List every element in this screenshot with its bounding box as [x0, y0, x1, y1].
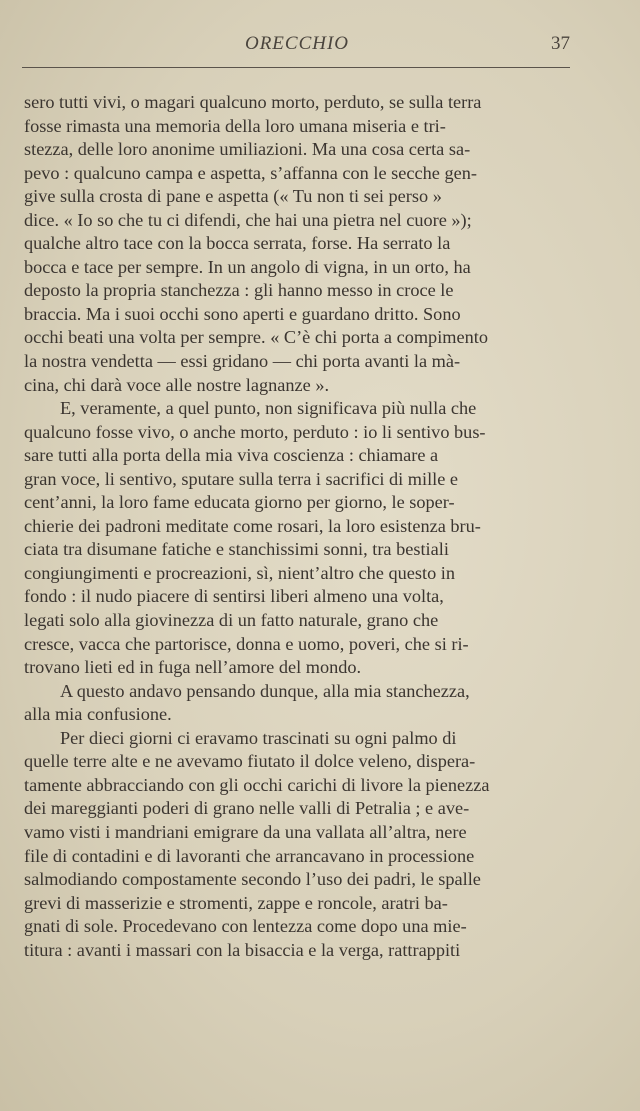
text-line: congiungimenti e procreazioni, sì, nient’altro che questo in [24, 562, 456, 583]
text-line: tamente abbracciando con gli occhi carichi di livore la pienezza [24, 774, 490, 795]
text-line: A questo andavo pensando dunque, alla mia stanchezza, [60, 680, 470, 701]
text-line: ciata tra disumane fatiche e stanchissimi sonni, tra bestiali [24, 539, 449, 560]
running-title: ORECCHIO [244, 33, 350, 54]
text-line: gnati di sole. Procedevano con lentezza come dopo una mie- [24, 916, 467, 937]
text-line: bocca e tace per sempre. In un angolo di vigna, in un orto, ha [24, 256, 471, 277]
text-line: sero tutti vivi, o magari qualcuno morto, perduto, se sulla terra [24, 92, 482, 112]
text-line: la nostra vendetta — essi gridano — chi porta avanti la mà- [24, 351, 461, 372]
text-line: quelle terre alte e ne avevamo fiutato il dolce veleno, dispera- [24, 751, 476, 772]
text-line: fosse rimasta una memoria della loro umana miseria e tri- [24, 115, 446, 136]
text-line: deposto la propria stanchezza : gli hanno messo in croce le [24, 280, 454, 301]
text-line: alla mia confusione. [24, 704, 172, 725]
header-rule [22, 67, 570, 68]
body-text [24, 91, 570, 962]
text-line: chierie dei padroni meditate come rosari, la loro esistenza bru- [24, 515, 481, 536]
text-line: vamo visti i mandriani emigrare da una vallata all’altra, nere [24, 821, 467, 842]
text-line: give sulla crosta di pane e aspetta (« Tu non ti sei perso » [24, 186, 442, 207]
paragraph [24, 727, 570, 962]
text-line: trovano lieti ed in fuga nell’amore del mondo. [24, 657, 362, 678]
text-line: qualche altro tace con la bocca serrata, forse. Ha serrato la [24, 233, 451, 254]
text-line: pevo : qualcuno campa e aspetta, s’affanna con le secche gen- [24, 162, 477, 183]
text-line: stezza, delle loro anonime umiliazioni. Ma una cosa certa sa- [24, 139, 471, 160]
page-header [24, 33, 570, 57]
text-line: gran voce, li sentivo, sputare sulla terra i sacrifici di mille e [24, 468, 459, 489]
text-line: cresce, vacca che partorisce, donna e uomo, poveri, che si ri- [24, 633, 469, 654]
text-line: grevi di masserizie e stromenti, zappe e roncole, aratri ba- [24, 892, 448, 913]
text-line: occhi beati una volta per sempre. « C’è chi porta a compimento [24, 327, 488, 348]
text-line: titura : avanti i massari con la bisaccia e la verga, rattrappiti [24, 939, 461, 960]
text-line: cent’anni, la loro fame educata giorno per giorno, le soper- [24, 492, 455, 513]
paragraph [24, 680, 570, 727]
paragraph [24, 397, 570, 680]
text-line: fondo : il nudo piacere di sentirsi liberi almeno una volta, [24, 586, 444, 607]
text-line: Per dieci giorni ci eravamo trascinati su ogni palmo di [60, 727, 457, 748]
text-line: sare tutti alla porta della mia viva coscienza : chiamare a [24, 445, 439, 466]
page-number: 37 [551, 33, 570, 54]
text-line: legati solo alla giovinezza di un fatto naturale, grano che [24, 610, 439, 631]
text-line: dei mareggianti poderi di grano nelle valli di Petralia ; e ave- [24, 798, 470, 819]
text-line: cina, chi darà voce alle nostre lagnanze ». [24, 374, 330, 395]
text-line: file di contadini e di lavoranti che arrancavano in processione [24, 845, 475, 866]
text-line: qualcuno fosse vivo, o anche morto, perduto : io li sentivo bus- [24, 421, 486, 442]
text-line: salmodiando compostamente secondo l’uso dei padri, le spalle [24, 869, 481, 890]
text-line: E, veramente, a quel punto, non significava più nulla che [60, 398, 477, 419]
paragraph [24, 91, 570, 397]
text-line: braccia. Ma i suoi occhi sono aperti e guardano dritto. Sono [24, 303, 461, 324]
text-line: dice. « Io so che tu ci difendi, che hai una pietra nel cuore »); [24, 209, 472, 230]
